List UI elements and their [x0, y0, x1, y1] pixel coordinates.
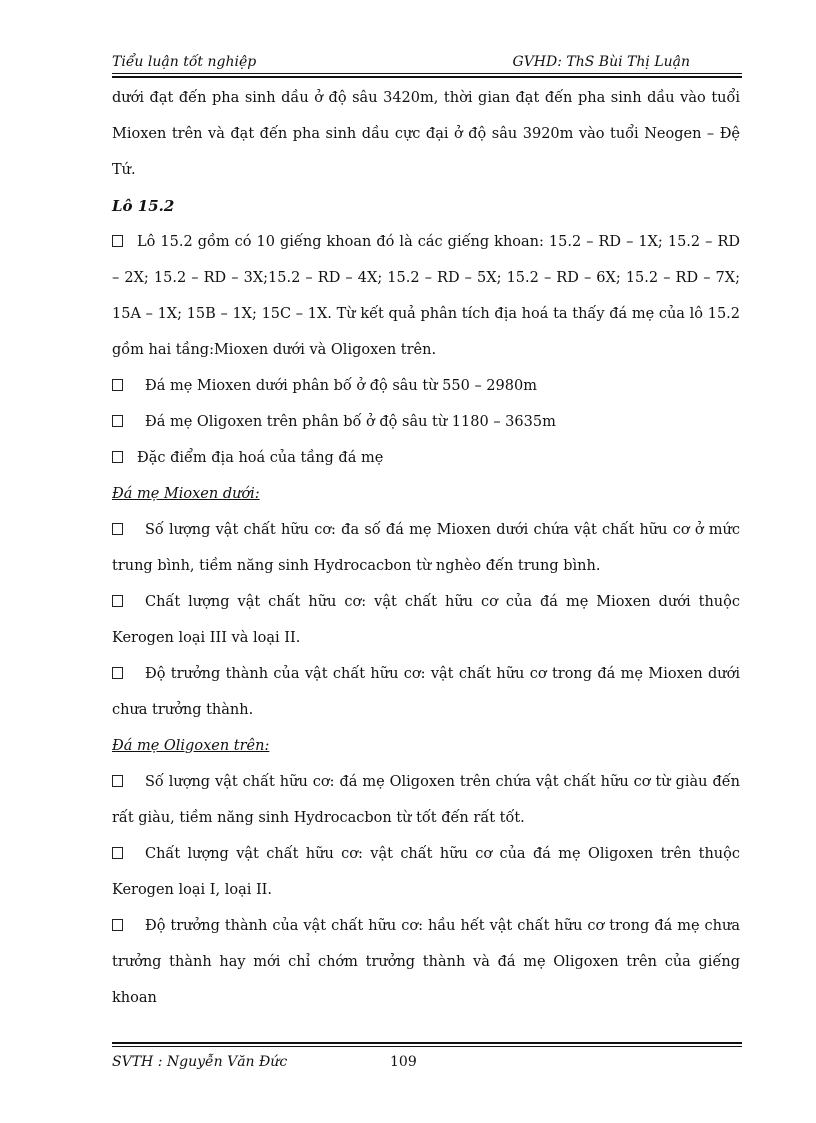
bullet-item	[112, 368, 740, 404]
header-rule-thin	[112, 73, 742, 74]
page-footer	[112, 1040, 742, 1080]
bullet-text: Đặc điểm địa hoá của tầng đá mẹ	[137, 450, 384, 466]
bullet-text: Số lượng vật chất hữu cơ: đá mẹ Oligoxen trên chứa vật chất hữu cơ từ giàu đến rất giàu, tiềm năng sinh Hydrocacbon từ tốt đến rất tốt.	[112, 774, 740, 826]
header-supervisor: GVHD: ThS Bùi Thị Luận	[512, 54, 690, 70]
header-thesis-title: Tiểu luận tốt nghiệp	[112, 54, 257, 70]
paragraph-text: Lô 15.2 gồm có 10 giếng khoan đó là các giếng khoan: 15.2 – RD – 1X; 15.2 – RD – 2X; 15.2 – RD – 3X;15.2 – RD – 4X; 15.2 – RD – 5X; 15.2 – RD – 6X; 15.2 – RD – 7X; 15A – 1X; 15B – 1X; 15C – 1X. Từ kết quả phân tích địa hoá ta thấy đá mẹ của lô 15.2 gồm hai tầng:Mioxen dưới và Oligoxen trên.	[112, 234, 740, 358]
subheading-mioxen: Đá mẹ Mioxen dưới:	[112, 486, 260, 502]
bullet-item	[112, 584, 740, 656]
paragraph-line: Tứ.	[112, 162, 136, 178]
header-rule-thick	[112, 76, 742, 78]
bullet-box-icon	[112, 595, 123, 607]
paragraph-line: dưới đạt đến pha sinh dầu ở độ sâu 3420m, thời gian đạt đến pha sinh dầu vào tuổi	[112, 90, 740, 106]
bullet-text: Chất lượng vật chất hữu cơ: vật chất hữu cơ của đá mẹ Mioxen dưới thuộc Kerogen loại III và loại II.	[112, 594, 740, 646]
bullet-box-icon	[112, 235, 123, 247]
subheading-oligoxen: Đá mẹ Oligoxen trên:	[112, 738, 270, 754]
bullet-item	[112, 656, 740, 728]
footer-rule-thin	[112, 1046, 742, 1047]
bullet-item	[112, 836, 740, 908]
footer-rule-thick	[112, 1042, 742, 1044]
bullet-item	[112, 908, 740, 1016]
bullet-box-icon	[112, 847, 123, 859]
bullet-box-icon	[112, 775, 123, 787]
bullet-item	[112, 440, 740, 476]
bullet-box-icon	[112, 667, 123, 679]
page-body	[112, 80, 740, 1016]
page-number: 109	[390, 1054, 417, 1070]
bullet-box-icon	[112, 523, 123, 535]
bullet-box-icon	[112, 919, 123, 931]
footer-author: SVTH : Nguyễn Văn Đức	[112, 1054, 288, 1070]
paragraph-block-15-2	[112, 224, 740, 368]
bullet-text: Chất lượng vật chất hữu cơ: vật chất hữu cơ của đá mẹ Oligoxen trên thuộc Kerogen loại I, loại II.	[112, 846, 740, 898]
paragraph-line: Mioxen trên và đạt đến pha sinh dầu cực đại ở độ sâu 3920m vào tuổi Neogen – Đệ	[112, 126, 740, 142]
bullet-box-icon	[112, 451, 123, 463]
bullet-text: Độ trưởng thành của vật chất hữu cơ: hầu hết vật chất hữu cơ trong đá mẹ chưa trưởng thành hay mới chỉ chớm trưởng thành và đá mẹ Oligoxen trên của giếng khoan	[112, 918, 740, 1006]
bullet-item	[112, 512, 740, 584]
bullet-text: Đá mẹ Oligoxen trên phân bố ở độ sâu từ 1180 – 3635m	[145, 414, 556, 430]
section-heading: Lô 15.2	[112, 197, 175, 215]
bullet-text: Độ trưởng thành của vật chất hữu cơ: vật chất hữu cơ trong đá mẹ Mioxen dưới chưa trưởng thành.	[112, 666, 740, 718]
bullet-text: Số lượng vật chất hữu cơ: đa số đá mẹ Mioxen dưới chứa vật chất hữu cơ ở mức trung bình, tiềm năng sinh Hydrocacbon từ nghèo đến trung bình.	[112, 522, 740, 574]
bullet-item	[112, 764, 740, 836]
bullet-box-icon	[112, 415, 123, 427]
page-header	[112, 52, 742, 74]
bullet-box-icon	[112, 379, 123, 391]
bullet-item	[112, 404, 740, 440]
bullet-text: Đá mẹ Mioxen dưới phân bố ở độ sâu từ 550 – 2980m	[145, 378, 537, 394]
